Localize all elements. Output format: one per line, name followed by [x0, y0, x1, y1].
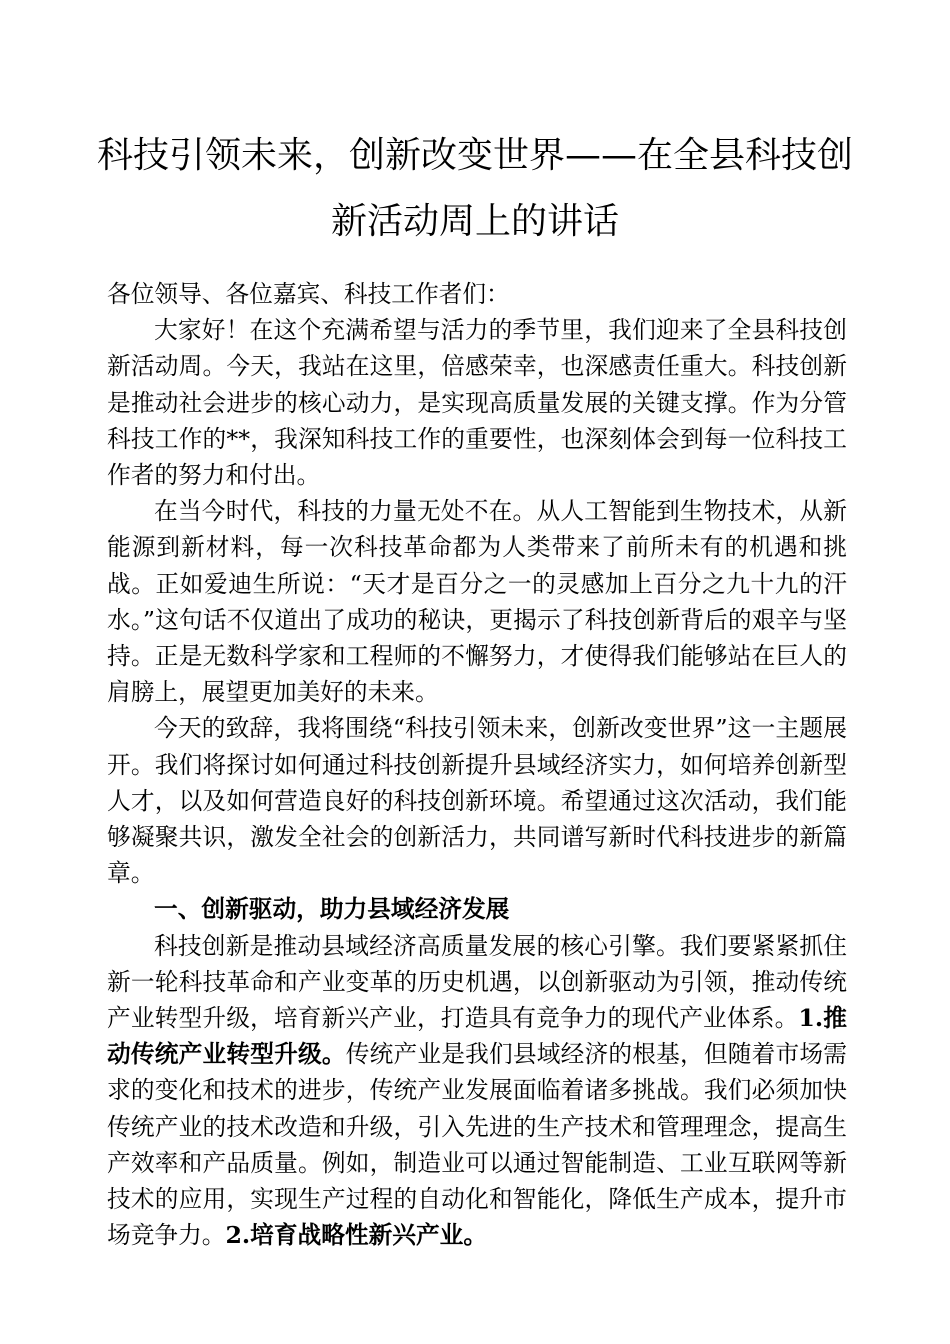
- paragraph-era: 在当今时代，科技的力量无处不在。从人工智能到生物技术，从新能源到新材料，每一次科技革命都为人类带来了前所未有的机遇和挑战。正如爱迪生所说：“天才是百分之一的灵感加上百分之九十九的汗水。”这句话不仅道出了成功的秘诀，更揭示了科技创新背后的艰辛与坚持。正是无数科学家和工程师的不懈努力，才使得我们能够站在巨人的肩膀上，展望更加美好的未来。: [107, 497, 847, 707]
- salutation: 各位领导、各位嘉宾、科技工作者们：: [107, 280, 510, 308]
- point-1-text: 传统产业是我们县域经济的根基，但随着市场需求的变化和技术的进步，传统产业发展面临着诸多挑战。我们必须加快传统产业的技术改造和升级，引入先进的生产技术和管理理念，提高生产效率和产品质量。例如，制造业可以通过智能制造、工业互联网等新技术的应用，实现生产过程的自动化和智能化，降低生产成本，提升市场竞争力。: [107, 1040, 847, 1250]
- document-body: [107, 276, 847, 1253]
- point-2-label: 2.培育战略性新兴产业。: [225, 1221, 488, 1250]
- document-title-line1: 科技引领未来，创新改变世界——在全县科技创: [96, 135, 853, 176]
- paragraph-intro-text: 科技创新是推动县域经济高质量发展的核心引擎。我们要紧紧抓住新一轮科技革命和产业变革的历史机遇，以创新驱动为引领，推动传统产业转型升级，培育新兴产业，打造具有竞争力的现代产业体系。: [107, 931, 847, 1033]
- paragraph-greeting: 大家好！在这个充满希望与活力的季节里，我们迎来了全县科技创新活动周。今天，我站在这里，倍感荣幸，也深感责任重大。科技创新是推动社会进步的核心动力，是实现高质量发展的关键支撑。作为分管科技工作的**，我深知科技工作的重要性，也深刻体会到每一位科技工作者的努力和付出。: [107, 316, 847, 490]
- document-title-line2: 新活动周上的讲话: [330, 201, 619, 242]
- section-heading-1: 一、创新驱动，助力县域经济发展: [154, 895, 510, 924]
- paragraph-innovation: [107, 928, 847, 1254]
- point-1-label: 1.推动传统产业转型升级。: [107, 1004, 847, 1069]
- paragraph-theme: 今天的致辞，我将围绕“科技引领未来，创新改变世界”这一主题展开。我们将探讨如何通过科技创新提升县域经济实力，如何培养创新型人才，以及如何营造良好的科技创新环境。希望通过这次活动，我们能够凝聚共识，激发全社会的创新活力，共同谱写新时代科技进步的新篇章。: [107, 714, 847, 888]
